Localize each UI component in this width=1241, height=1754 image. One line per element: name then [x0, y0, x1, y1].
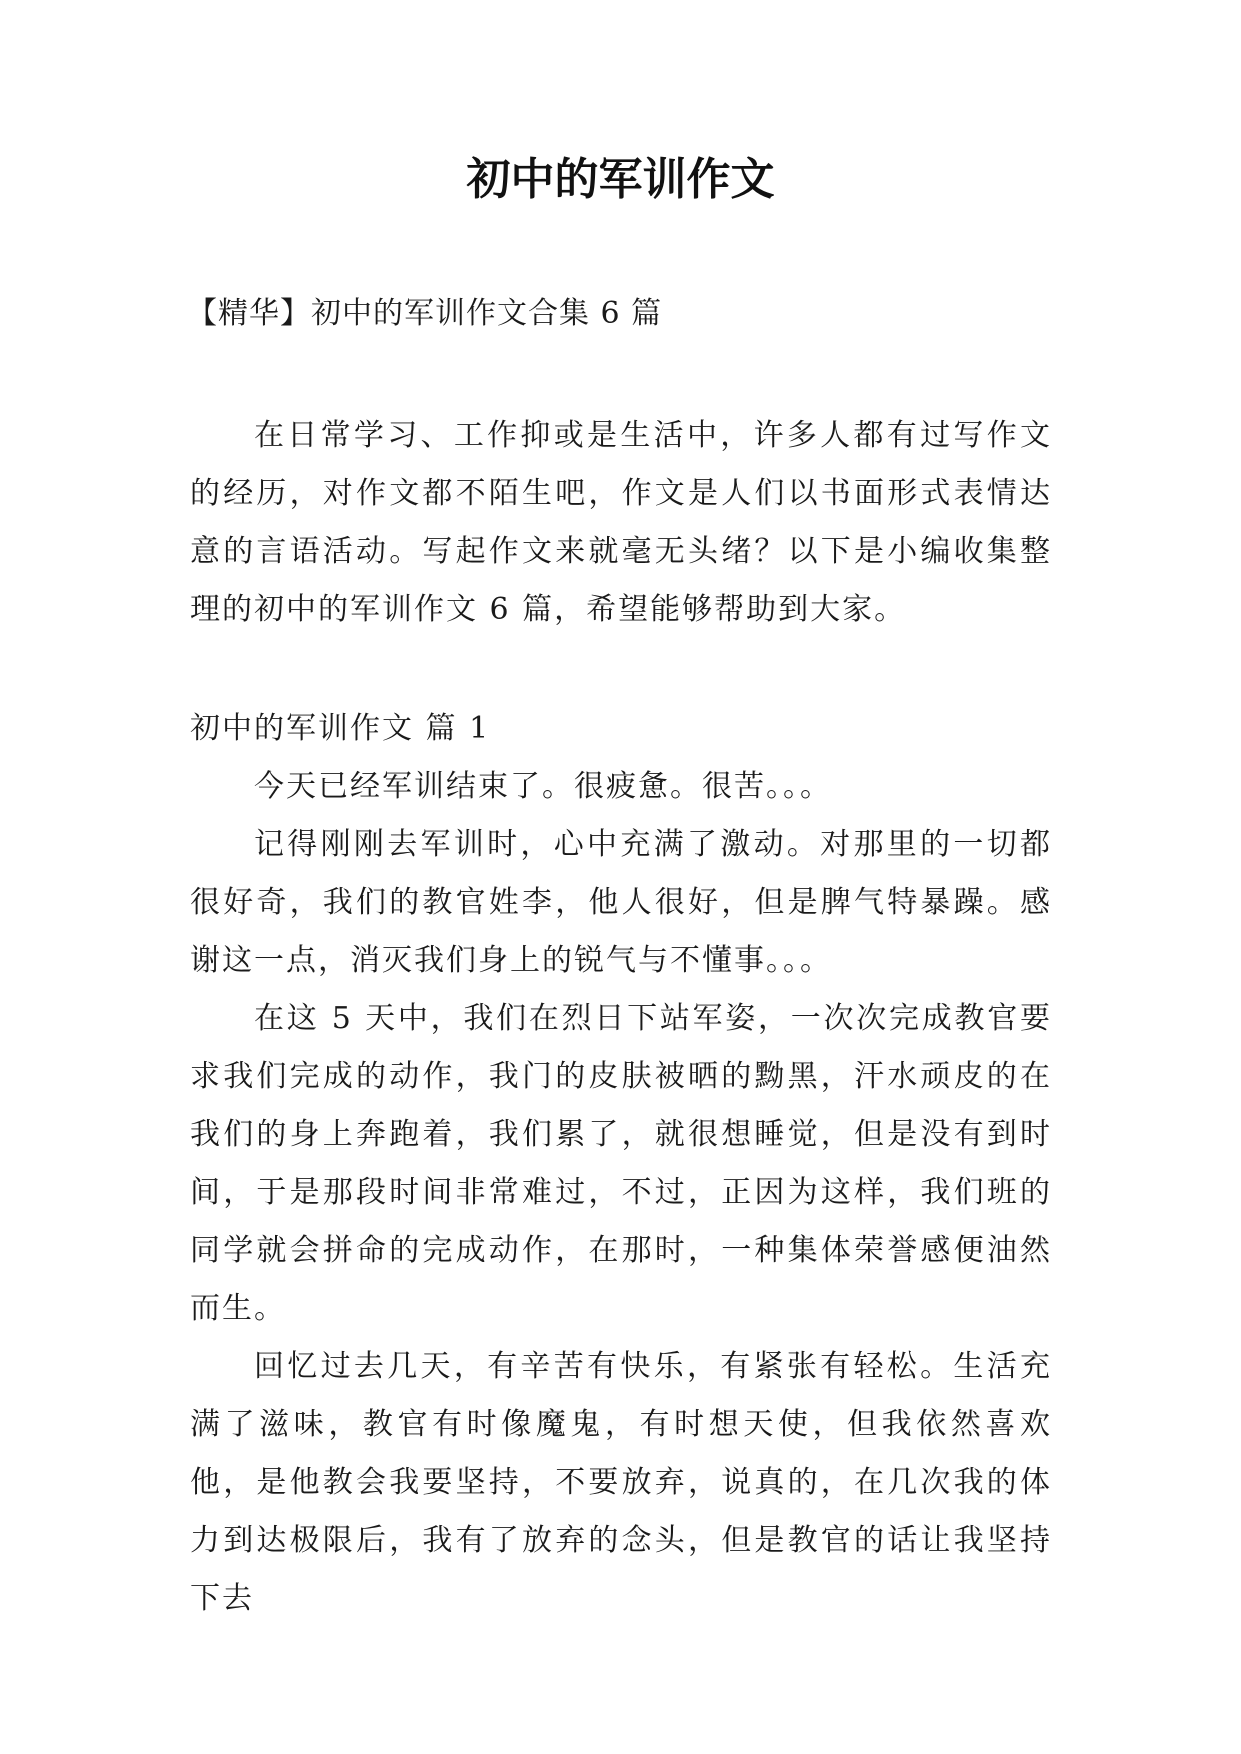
essay-paragraph: 记得刚刚去军训时，心中充满了激动。对那里的一切都很好奇，我们的教官姓李，他人很好，但是脾气特暴躁。感谢这一点，消灭我们身上的锐气与不懂事。。。: [190, 827, 1052, 978]
intro-paragraph: 在日常学习、工作抑或是生活中，许多人都有过写作文的经历，对作文都不陌生吧，作文是人们以书面形式表情达意的言语活动。写起作文来就毫无头绪？以下是小编收集整理的初中的军训作文 6 篇，希望能够帮助到大家。: [190, 418, 1052, 627]
section-heading: 初中的军训作文 篇 1: [190, 711, 491, 746]
essay-paragraph: 回忆过去几天，有辛苦有快乐，有紧张有轻松。生活充满了滋味，教官有时像魔鬼，有时想天使，但我依然喜欢他，是他教会我要坚持，不要放弃，说真的，在几次我的体力到达极限后，我有了放弃的念头，但是教官的话让我坚持下去: [190, 1349, 1052, 1616]
essay-paragraph: 在这 5 天中，我们在烈日下站军姿，一次次完成教官要求我们完成的动作，我门的皮肤被晒的黝黑，汗水顽皮的在我们的身上奔跑着，我们累了，就很想睡觉，但是没有到时间，于是那段时间非常难过，不过，正因为这样，我们班的同学就会拼命的完成动作，在那时，一种集体荣誉感便油然而生。: [190, 1001, 1052, 1326]
essay-paragraph: 今天已经军训结束了。很疲惫。很苦。。。: [254, 769, 832, 804]
page-title: 初中的军训作文: [466, 154, 775, 205]
collection-subtitle: 【精华】初中的军训作文合集 6 篇: [187, 296, 663, 331]
